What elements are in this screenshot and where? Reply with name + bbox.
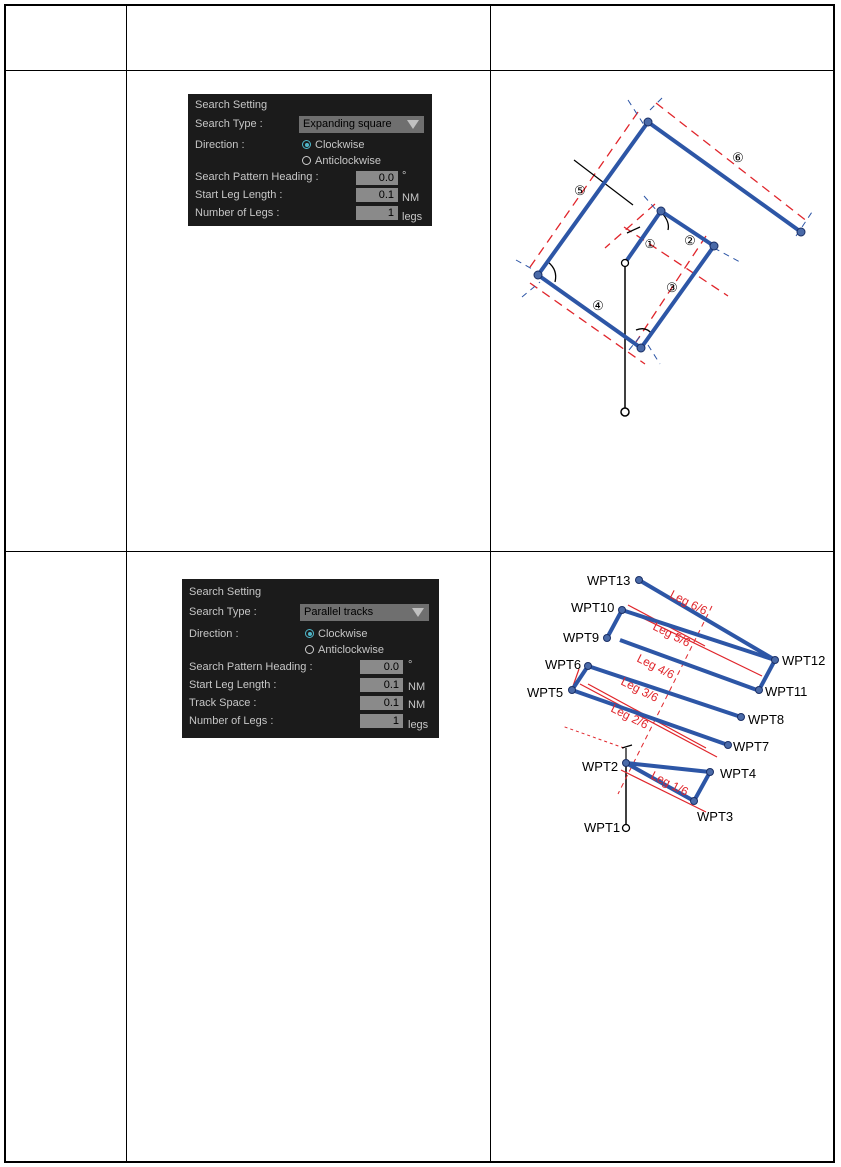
radio-clockwise-label: Clockwise bbox=[315, 139, 365, 151]
heading-input[interactable]: 0.0 bbox=[360, 660, 403, 674]
start-leg-unit: NM bbox=[408, 681, 426, 693]
heading-unit: ° bbox=[408, 659, 413, 671]
leg-label: Leg 6/6 bbox=[667, 587, 710, 618]
search-type-label: Search Type : bbox=[189, 606, 257, 618]
radio-clockwise-label: Clockwise bbox=[318, 628, 368, 640]
legs-unit: legs bbox=[408, 719, 429, 731]
waypoint-label: WPT7 bbox=[733, 739, 770, 754]
waypoint-label: WPT13 bbox=[587, 573, 631, 588]
leg-marker-5: ⑤ bbox=[574, 183, 586, 198]
waypoint-label: WPT9 bbox=[563, 630, 600, 645]
waypoint-label: WPT2 bbox=[582, 759, 619, 774]
leg-marker-6: ⑥ bbox=[732, 150, 744, 165]
track-space-unit: NM bbox=[408, 699, 426, 711]
leg-label: Leg 4/6 bbox=[634, 651, 677, 682]
start-leg-unit: NM bbox=[402, 192, 420, 204]
leg-marker-3: ③ bbox=[666, 280, 678, 295]
heading-unit: ° bbox=[402, 170, 407, 182]
waypoint-label: WPT10 bbox=[571, 600, 615, 615]
search-type-label: Search Type : bbox=[195, 118, 263, 130]
leg-marker-2: ② bbox=[684, 233, 696, 248]
waypoint-label: WPT4 bbox=[720, 766, 757, 781]
heading-label: Search Pattern Heading : bbox=[189, 661, 313, 673]
leg-marker-1: ① bbox=[644, 237, 656, 251]
search-type-value: Expanding square bbox=[303, 118, 392, 130]
leg-label: Leg 1/6 bbox=[648, 768, 691, 799]
direction-label: Direction : bbox=[195, 139, 245, 151]
direction-label: Direction : bbox=[189, 628, 239, 640]
start-leg-label: Start Leg Length : bbox=[189, 679, 277, 691]
search-type-value: Parallel tracks bbox=[304, 606, 374, 618]
leg-label: Leg 5/6 bbox=[650, 619, 693, 650]
track-space-input[interactable]: 0.1 bbox=[360, 696, 403, 710]
heading-input[interactable]: 0.0 bbox=[356, 171, 398, 185]
start-leg-label: Start Leg Length : bbox=[195, 189, 283, 201]
waypoint-label: WPT6 bbox=[545, 657, 582, 672]
legs-label: Number of Legs : bbox=[195, 207, 280, 219]
start-leg-input[interactable]: 0.1 bbox=[360, 678, 403, 692]
leg-label: Leg 3/6 bbox=[618, 674, 661, 705]
legs-label: Number of Legs : bbox=[189, 715, 274, 727]
track-space-label: Track Space : bbox=[189, 697, 257, 709]
waypoint-label: WPT8 bbox=[748, 712, 785, 727]
panel-title: Search Setting bbox=[189, 586, 262, 598]
waypoint-label: WPT3 bbox=[697, 809, 734, 824]
waypoint-label: WPT1 bbox=[584, 820, 621, 835]
waypoint-label: WPT12 bbox=[782, 653, 826, 668]
legs-input[interactable]: 1 bbox=[356, 206, 398, 220]
radio-anticlockwise-label: Anticlockwise bbox=[318, 644, 385, 656]
waypoint-label: WPT5 bbox=[527, 685, 564, 700]
leg-marker-4: ④ bbox=[592, 298, 604, 313]
legs-unit: legs bbox=[402, 211, 423, 223]
panel-title: Search Setting bbox=[195, 99, 268, 111]
leg-label: Leg 2/6 bbox=[608, 701, 651, 732]
radio-anticlockwise-label: Anticlockwise bbox=[315, 155, 382, 167]
start-leg-input[interactable]: 0.1 bbox=[356, 188, 398, 202]
heading-label: Search Pattern Heading : bbox=[195, 171, 319, 183]
waypoint-label: WPT11 bbox=[765, 684, 808, 699]
legs-input[interactable]: 1 bbox=[360, 714, 403, 728]
